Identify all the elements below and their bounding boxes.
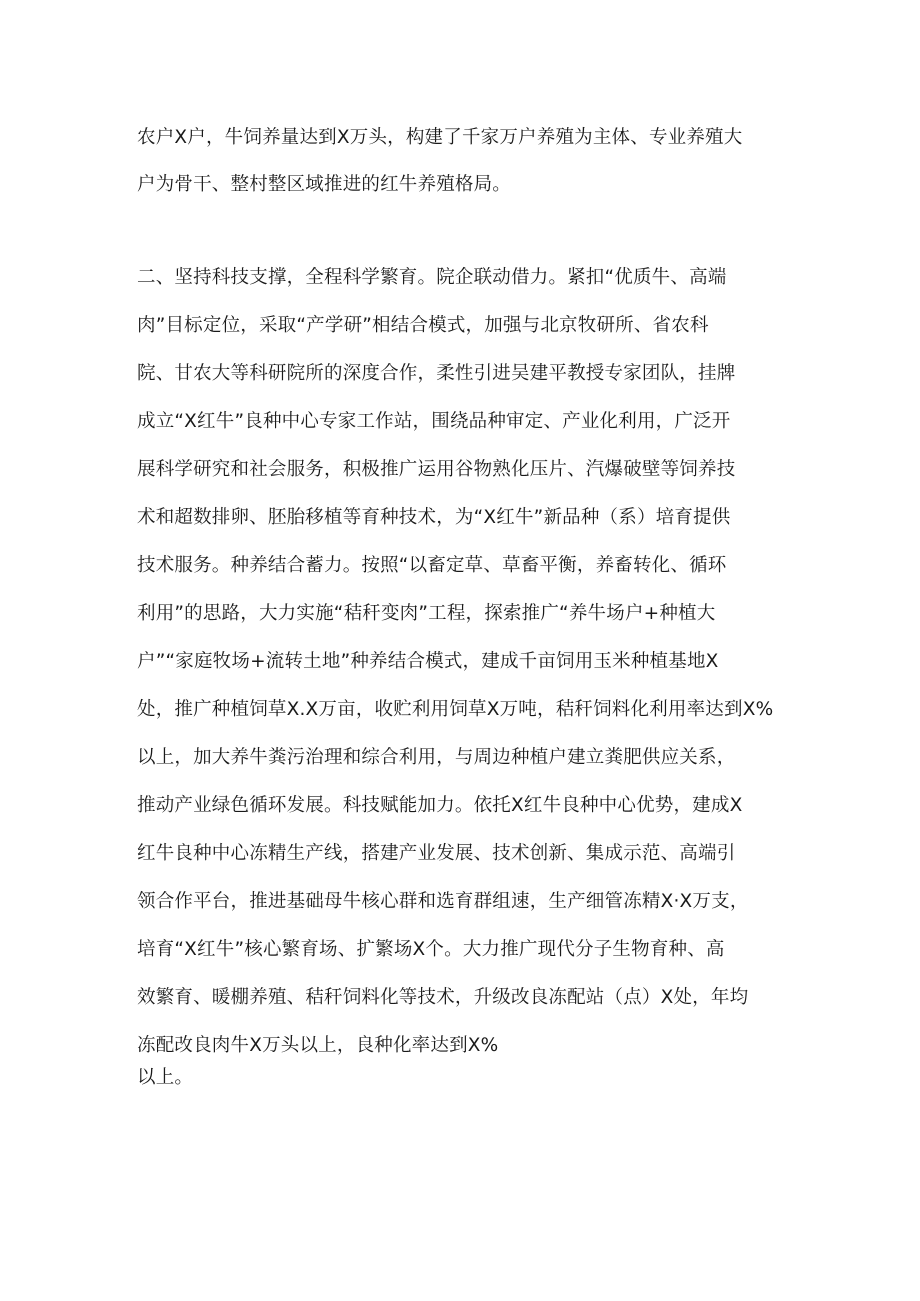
text-line: 领合作平台，推进基础母牛核心群和选育群组速，生产细管冻精X·X万支， bbox=[137, 891, 749, 912]
text-line: 展科学研究和社会服务，积极推广运用谷物熟化压片、汽爆破壁等饲养技 bbox=[137, 459, 736, 480]
text-line: 成立“X红牛”良种中心专家工作站，围绕品种审定、产业化利用，广泛开 bbox=[137, 411, 731, 432]
text-line: 以上。 bbox=[137, 1067, 194, 1088]
text-line: 冻配改良肉牛X万头以上，良种化率达到X% bbox=[137, 1035, 499, 1056]
text-line: 推动产业绿色循环发展。科技赋能加力。依托X红牛良种中心优势，建成X bbox=[137, 795, 743, 816]
text-line: 户”“家庭牧场+流转土地”种养结合模式，建成千亩饲用玉米种植基地X bbox=[137, 651, 719, 672]
text-line: 红牛良种中心冻精生产线，搭建产业发展、技术创新、集成示范、高端引 bbox=[137, 843, 736, 864]
text-line: 术和超数排卵、胚胎移植等育种技术，为“X红牛”新品种（系）培育提供 bbox=[137, 507, 731, 528]
text-line: 院、甘农大等科研院所的深度合作，柔性引进吴建平教授专家团队，挂牌 bbox=[137, 363, 736, 384]
text-line: 处，推广种植饲草X.X万亩，收贮利用饲草X万吨，秸秆饲料化利用率达到X% bbox=[137, 699, 774, 720]
text-line: 效繁育、暖棚养殖、秸秆饲料化等技术，升级改良冻配站（点）X处，年均 bbox=[137, 987, 749, 1008]
text-line: 培育“X红牛”核心繁育场、扩繁场X个。大力推广现代分子生物育种、高 bbox=[137, 939, 725, 960]
text-line: 以上，加大养牛粪污治理和综合利用，与周边种植户建立粪肥供应关系， bbox=[137, 747, 736, 768]
text-line: 技术服务。种养结合蓄力。按照“以畜定草、草畜平衡，养畜转化、循环 bbox=[137, 555, 727, 576]
text-line: 二、坚持科技支撑，全程科学繁育。院企联动借力。紧扣“优质牛、高端 bbox=[137, 267, 727, 288]
text-line: 户为骨干、整村整区域推进的红牛养殖格局。 bbox=[137, 174, 512, 195]
text-line: 利用”的思路，大力实施“秸秆变肉”工程，探索推广“养牛场户+种植大 bbox=[137, 603, 716, 624]
text-line: 农户X户，牛饲养量达到X万头，构建了千家万户养殖为主体、专业养殖大 bbox=[137, 127, 743, 148]
text-line: 肉”目标定位，采取“产学研”相结合模式，加强与北京牧研所、省农科 bbox=[137, 315, 709, 336]
